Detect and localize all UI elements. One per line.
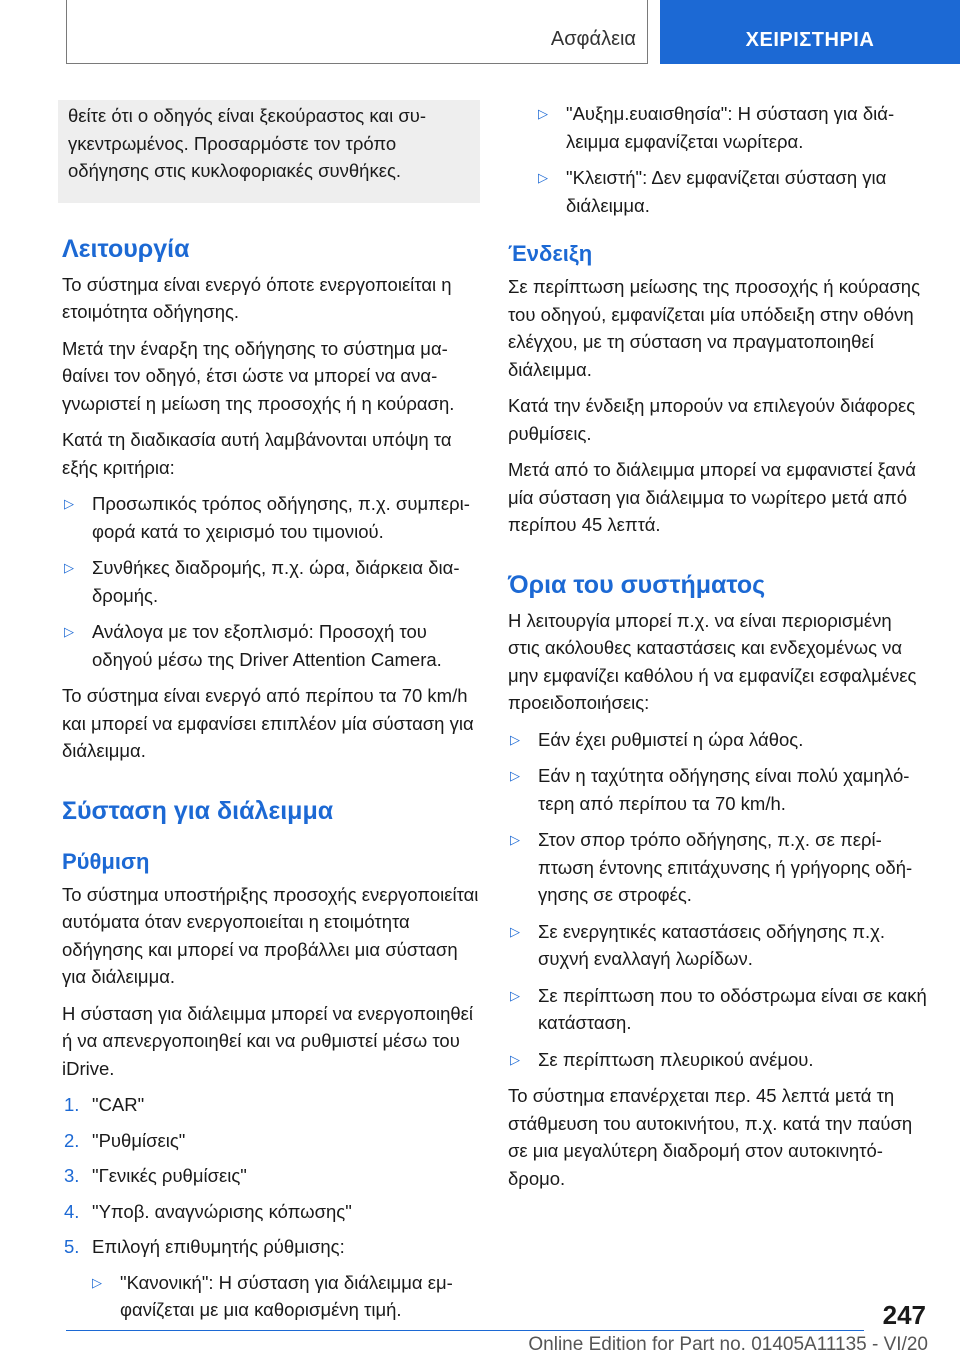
- paragraph: Η λειτουργία μπορεί π.χ. να είναι περιορισμένη στις ακόλουθες καταστάσεις και ενδεχομένως να μην εμφανίζει καθόλου ή να εμφανίζει εσφαλμένες προειδοποιήσεις:: [508, 609, 917, 713]
- bullet-triangle-icon: ▷: [538, 170, 548, 185]
- footer-edition: Online Edition for Part no. 01405A11135 - VI/20: [528, 1334, 928, 1355]
- paragraph: Κατά την ένδειξη μπορούν να επιλεγούν διάφορες ρυθμίσεις.: [508, 395, 916, 444]
- list-item: ▷ Ανάλογα με τον εξοπλισμό: Προσοχή του οδηγού μέσω της Driver Attention Camera.: [62, 618, 480, 673]
- note-text: θείτε ότι ο οδηγός είναι ξεκούραστος και συγκεντρωμένος. Προσαρμόστε τον τρόπο οδήγησης στις κυκλοφοριακές συνθήκες.: [68, 105, 427, 181]
- list-item: ▷ Σε περίπτωση που το οδόστρωμα είναι σε κακή κατάσταση.: [508, 982, 928, 1037]
- bullet-triangle-icon: ▷: [64, 496, 74, 511]
- bullet-triangle-icon: ▷: [92, 1274, 102, 1290]
- list-item: ▷ Στον σπορ τρόπο οδήγησης, π.χ. σε περίπτωση έντονης επιτάχυνσης ή γρήγορης οδήγησης σε στροφές.: [508, 826, 928, 909]
- paragraph: Το σύστημα είναι ενεργό από περίπου τα 70 km/h και μπορεί να εμφανίσει επιπλέον μία σύσταση για διάλειμμα.: [62, 685, 474, 761]
- paragraph: Μετά την έναρξη της οδήγησης το σύστημα μαθαίνει τον οδηγό, έτσι ώστε να μπορεί να αναγνωριστεί η μείωση της προσοχής ή η κούραση.: [62, 337, 455, 414]
- bullet-triangle-icon: ▷: [510, 731, 520, 747]
- paragraph: Η σύσταση για διάλειμμα μπορεί να ενεργοποιηθεί ή να απενεργοποιηθεί και να ρυθμιστεί μέσω του iDrive.: [62, 1002, 474, 1079]
- paragraph: Το σύστημα είναι ενεργό όποτε ενεργοποιείται η ετοιμότητα οδήγησης.: [62, 273, 452, 322]
- step-number: 1.: [64, 1094, 80, 1115]
- list-item: ▷ Προσωπικός τρόπος οδήγησης, π.χ. συμπεριφορά κατά το χειρισμό του τιμονιού.: [62, 490, 480, 545]
- chapter-tab[interactable]: ΧΕΙΡΙΣΤΗΡΙΑ: [660, 0, 960, 64]
- footer-divider: [66, 1330, 864, 1331]
- list-item: ▷ Συνθήκες διαδρομής, π.χ. ώρα, διάρκεια διαδρομής.: [62, 554, 480, 609]
- sub-list-item: ▷ "Κανονική": Η σύσταση για διάλειμμα εμφανίζεται με μια καθορισμένη τιμή.: [62, 1269, 480, 1324]
- numbered-step: 4. "Υποβ. αναγνώρισης κόπωσης": [62, 1198, 480, 1226]
- bullet-triangle-icon: ▷: [510, 1051, 520, 1067]
- paragraph: Το σύστημα επανέρχεται περ. 45 λεπτά μετά τη στάθμευση του αυτοκινήτου, π.χ. κατά την παύση σε μια μεγαλύτερη διαδρομή στον αυτοκινητόδρομο.: [508, 1085, 913, 1189]
- bullet-triangle-icon: ▷: [64, 560, 74, 575]
- step-number: 3.: [64, 1165, 80, 1186]
- list-item: ▷ Εάν έχει ρυθμιστεί η ώρα λάθος.: [508, 726, 928, 754]
- list-item: ▷ Σε ενεργητικές καταστάσεις οδήγησης π.χ. συχνή εναλλαγή λωρίδων.: [508, 918, 928, 973]
- right-column: [508, 100, 928, 1201]
- numbered-step: 1. "CAR": [62, 1091, 480, 1119]
- step-number: 2.: [64, 1129, 80, 1151]
- heading-setting: Ρύθμιση: [62, 848, 150, 874]
- list-item: ▷ Εάν η ταχύτητα οδήγησης είναι πολύ χαμηλότερη από περίπου τα 70 km/h.: [508, 762, 928, 817]
- step-number: 4.: [64, 1200, 80, 1222]
- paragraph: Σε περίπτωση μείωσης της προσοχής ή κούρασης του οδηγού, εμφανίζεται μία υπόδειξη στην οθόνη ελέγχου, με τη σύσταση να πραγματοποιηθεί διάλειμμα.: [508, 276, 920, 380]
- bullet-triangle-icon: ▷: [510, 768, 520, 783]
- bullet-triangle-icon: ▷: [510, 923, 520, 939]
- sub-list-item: ▷ "Αυξημ.ευαισθησία": Η σύσταση για διάλειμμα εμφανίζεται νωρίτερα.: [508, 100, 928, 155]
- paragraph: Κατά τη διαδικασία αυτή λαμβάνονται υπόψη τα εξής κριτήρια:: [62, 429, 452, 478]
- bullet-triangle-icon: ▷: [510, 832, 520, 847]
- numbered-step: 2. "Ρυθμίσεις": [62, 1127, 480, 1155]
- heading-break-recommendation: Σύσταση για διάλειμμα: [62, 796, 334, 825]
- heading-system-limits: Όρια του συστήματος: [508, 570, 766, 599]
- list-item: ▷ Σε περίπτωση πλευρικού ανέμου.: [508, 1046, 928, 1074]
- numbered-step: 5. Επιλογή επιθυμητής ρύθμισης:: [62, 1233, 480, 1261]
- note-box: [58, 100, 480, 203]
- bullet-triangle-icon: ▷: [510, 987, 520, 1003]
- numbered-step: 3. "Γενικές ρυθμίσεις": [62, 1162, 480, 1190]
- bullet-triangle-icon: ▷: [64, 624, 74, 639]
- bullet-triangle-icon: ▷: [538, 106, 548, 121]
- section-title: Ασφάλεια: [550, 28, 636, 50]
- step-number: 5.: [64, 1236, 80, 1257]
- sub-list-item: ▷ "Κλειστή": Δεν εμφανίζεται σύσταση για διάλειμμα.: [508, 164, 928, 219]
- paragraph: Το σύστημα υποστήριξης προσοχής ενεργοποιείται αυτόματα όταν ενεργοποιείται η ετοιμότητα οδήγησης και μπορεί να προβάλλει μια σύσταση για διάλειμμα.: [62, 883, 479, 987]
- heading-display: Ένδειξη: [508, 241, 593, 266]
- paragraph: Μετά από το διάλειμμα μπορεί να εμφανιστεί ξανά μία σύσταση για διάλειμμα το νωρίτερο μετά από περίπου 45 λεπτά.: [508, 459, 916, 535]
- heading-function: Λειτουργία: [62, 234, 190, 263]
- left-column: [62, 100, 480, 1333]
- page-number: 247: [882, 1300, 926, 1330]
